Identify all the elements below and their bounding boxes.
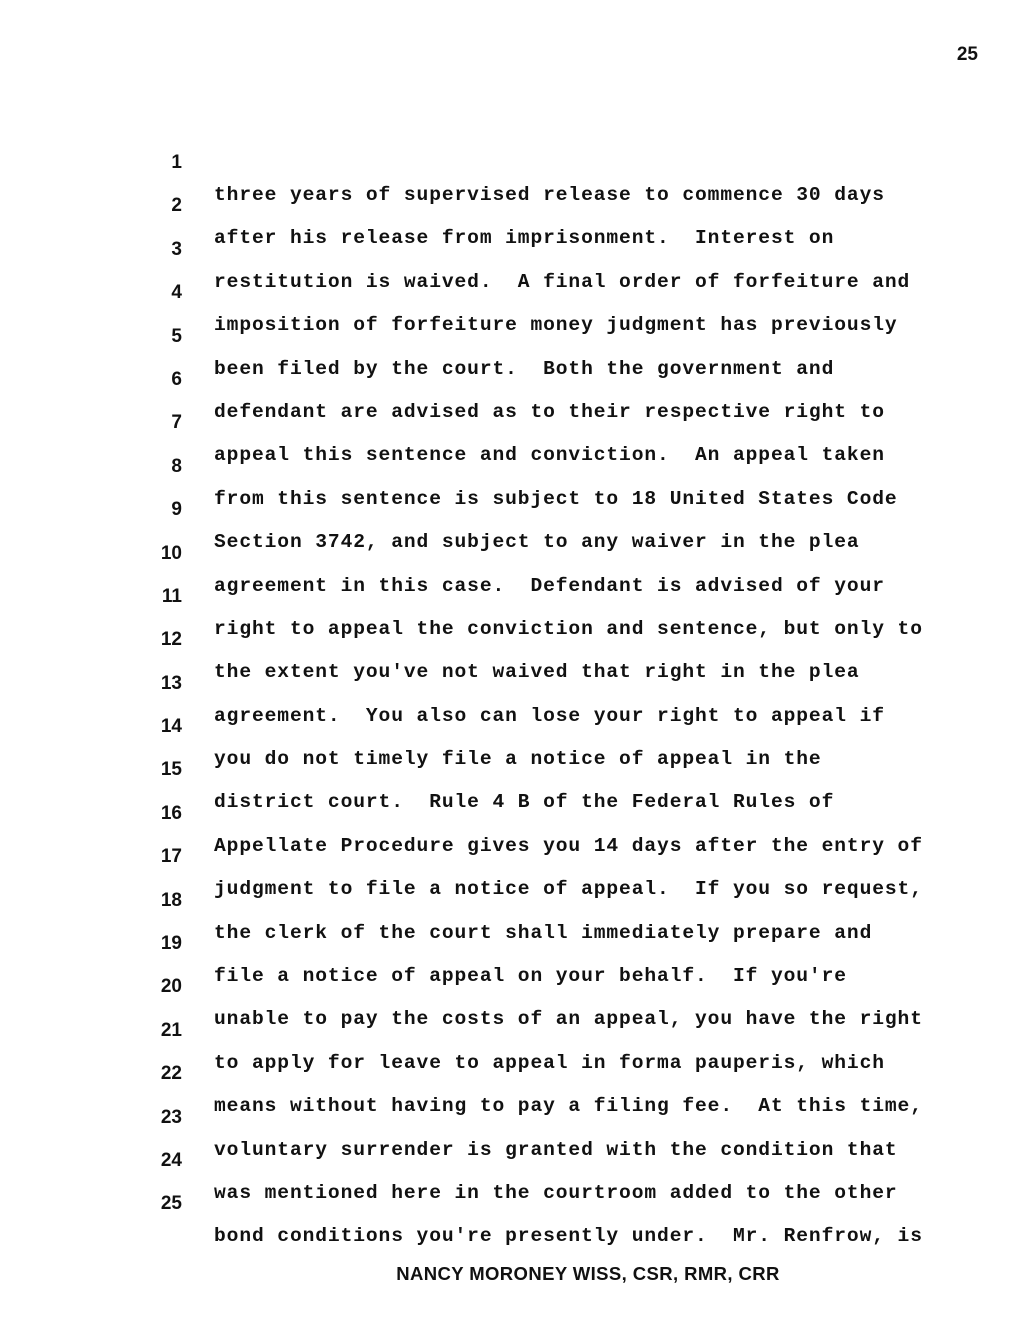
transcript-line xyxy=(0,202,1024,293)
line-text: was mentioned here in the courtroom added to the other xyxy=(214,1181,898,1204)
transcript-line xyxy=(0,419,1024,510)
line-number: 5 xyxy=(171,325,182,347)
line-text: district court. Rule 4 B of the Federal Rules of xyxy=(214,791,835,814)
page-number: 25 xyxy=(956,44,978,65)
line-text: the clerk of the court shall immediately prepare and xyxy=(214,921,873,944)
line-number: 8 xyxy=(171,455,182,477)
line-text: right to appeal the conviction and sentence, but only to xyxy=(214,617,923,640)
line-number: 9 xyxy=(171,499,182,521)
line-number: 18 xyxy=(160,889,182,911)
reporter-footer: NANCY MORONEY WISS, CSR, RMR, CRR xyxy=(396,1263,780,1284)
line-number: 19 xyxy=(160,933,182,955)
line-text: the extent you've not waived that right in the plea xyxy=(214,661,860,684)
line-number: 21 xyxy=(160,1019,182,1041)
transcript-line xyxy=(0,1156,1024,1248)
line-number: 23 xyxy=(160,1106,182,1128)
line-text: imposition of forfeiture money judgment has previously xyxy=(214,314,898,337)
line-number: 6 xyxy=(171,368,182,390)
transcript-line xyxy=(0,158,1024,250)
line-number: 7 xyxy=(171,412,182,434)
line-number: 1 xyxy=(171,152,182,173)
line-number: 4 xyxy=(171,282,182,304)
line-number: 13 xyxy=(160,672,182,694)
line-number: 16 xyxy=(160,802,182,824)
line-text: means without having to pay a filing fee. At this time, xyxy=(214,1095,923,1118)
line-number: 2 xyxy=(171,195,182,217)
transcript-line xyxy=(0,115,1024,206)
line-number: 10 xyxy=(160,542,182,564)
line-text: judgment to file a notice of appeal. If you so request, xyxy=(214,878,923,901)
line-text: Section 3742, and subject to any waiver in the plea xyxy=(214,531,860,554)
line-text: after his release from imprisonment. Interest on xyxy=(214,227,835,250)
line-number: 20 xyxy=(160,976,182,998)
transcript-line xyxy=(0,332,1024,423)
line-text: bond conditions you're presently under. Mr. Renfrow, is xyxy=(214,1225,923,1248)
line-number: 15 xyxy=(160,759,182,781)
line-text: restitution is waived. A final order of forfeiture and xyxy=(214,270,911,293)
line-text: defendant are advised as to their respective right to xyxy=(214,400,885,423)
line-text: agreement in this case. Defendant is advised of your xyxy=(214,574,885,597)
line-number: 14 xyxy=(160,716,182,738)
line-text: from this sentence is subject to 18 United States Code xyxy=(214,487,898,510)
line-number: 24 xyxy=(160,1149,182,1171)
line-text: Appellate Procedure gives you 14 days after the entry of xyxy=(214,834,923,857)
line-text: file a notice of appeal on your behalf. If you're xyxy=(214,965,847,988)
line-text: voluntary surrender is granted with the condition that xyxy=(214,1138,898,1161)
line-text: agreement. You also can lose your right to appeal if xyxy=(214,704,885,727)
line-number: 11 xyxy=(161,585,182,607)
line-number: 17 xyxy=(160,846,182,868)
transcript-lines xyxy=(0,115,1024,1248)
line-text: appeal this sentence and conviction. An appeal taken xyxy=(214,444,885,467)
transcript-line xyxy=(0,245,1024,337)
transcript-line xyxy=(0,289,1024,380)
line-text: been filed by the court. Both the government and xyxy=(214,357,835,380)
line-text: you do not timely file a notice of appeal in the xyxy=(214,748,822,771)
transcript-line xyxy=(0,375,1024,467)
line-number: 3 xyxy=(171,238,182,260)
line-number: 12 xyxy=(160,629,182,651)
line-text: to apply for leave to appeal in forma pauperis, which xyxy=(214,1051,885,1074)
line-text: three years of supervised release to commence 30 days xyxy=(214,184,885,206)
line-number: 22 xyxy=(160,1063,182,1085)
line-number: 25 xyxy=(160,1193,182,1215)
line-text: unable to pay the costs of an appeal, you have the right xyxy=(214,1008,923,1031)
